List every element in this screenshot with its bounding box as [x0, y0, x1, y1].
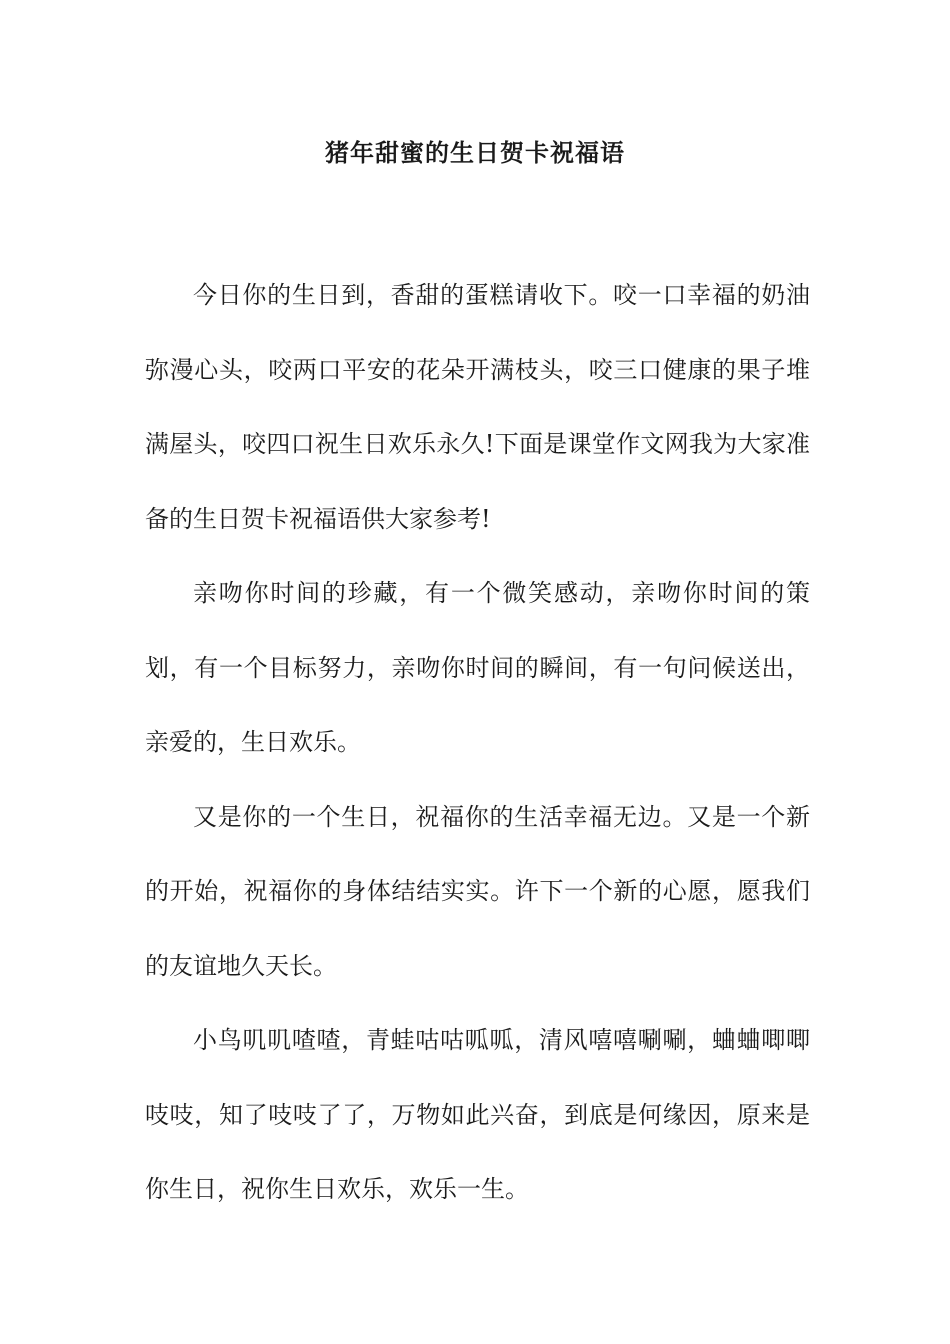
paragraph-3: 又是你的一个生日，祝福你的生活幸福无边。又是一个新的开始，祝福你的身体结结实实。许下一个新的心愿，愿我们的友谊地久天长。	[145, 802, 810, 980]
paragraph-2: 亲吻你时间的珍藏，有一个微笑感动，亲吻你时间的策划，有一个目标努力，亲吻你时间的瞬间，有一句问候送出，亲爱的，生日欢乐。	[145, 579, 810, 756]
document-title: 猪年甜蜜的生日贺卡祝福语	[325, 139, 625, 167]
document-body	[145, 258, 810, 1227]
paragraph-1: 今日你的生日到，香甜的蛋糕请收下。咬一口幸福的奶油弥漫心头，咬两口平安的花朵开满枝头，咬三口健康的果子堆满屋头，咬四口祝生日欢乐永久!下面是课堂作文网我为大家准备的生日贺卡祝福语供大家参考!	[145, 281, 810, 533]
paragraph-4: 小鸟叽叽喳喳，青蛙咕咕呱呱，清风嘻嘻唰唰，蛐蛐唧唧吱吱，知了吱吱了了，万物如此兴奋，到底是何缘因，原来是你生日，祝你生日欢乐，欢乐一生。	[145, 1026, 810, 1203]
